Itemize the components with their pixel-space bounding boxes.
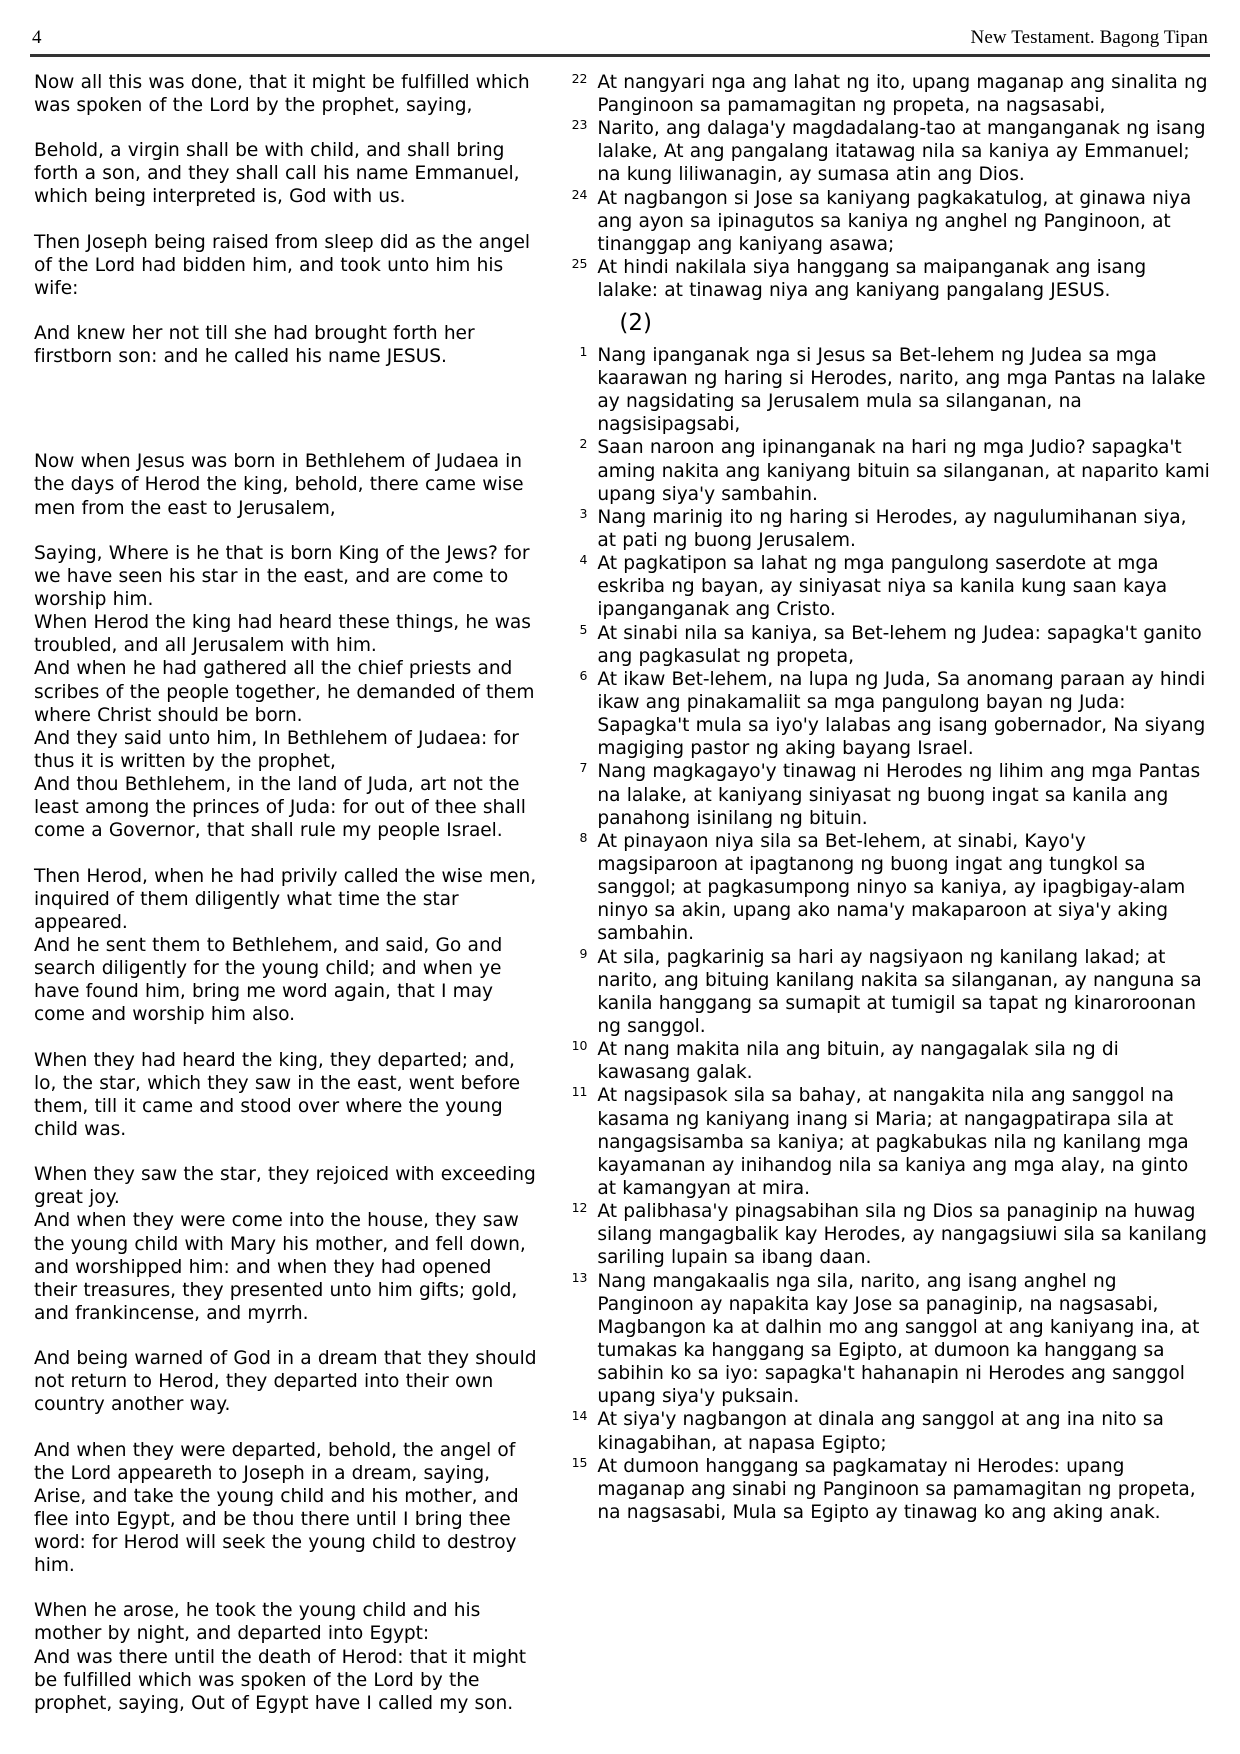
- tagalog-verse: [553, 622, 1210, 668]
- verse-number: 5: [579, 621, 588, 637]
- chapter-marker: (2): [619, 310, 652, 337]
- tagalog-verse: [553, 506, 1210, 552]
- english-paragraph: And thou Bethlehem, in the land of Juda, art not the least among the princes of Juda: for out of thee shall come a Governor, that shall rule my people Israel.: [34, 774, 526, 842]
- verse-text: Nang mangakaalis nga sila, narito, ang isang anghel ng Panginoon ay napakita kay Jose sa panaginip, na nagsasabi, Magbangon ka at dalhin mo ang sanggol at ang kaniyang ina, at tumakas ka hanggang sa Egipto, at dumoon ka hanggang sa sabihin ko sa iyo: sapagka't hahanapin ni Herodes ang sanggol upang siya'y puksain.: [597, 1270, 1200, 1408]
- running-title: New Testament. Bagong Tipan: [970, 27, 1208, 48]
- tagalog-verse: [553, 71, 1210, 117]
- verse-number: 12: [571, 1200, 588, 1216]
- tagalog-verse: [553, 1270, 1210, 1409]
- verse-number: 10: [571, 1038, 588, 1054]
- page-number: 4: [32, 27, 42, 48]
- verse-number: 6: [579, 667, 588, 683]
- verse-number: 1: [579, 343, 588, 359]
- tagalog-verse: [553, 1455, 1210, 1524]
- verse-number: 23: [571, 117, 588, 133]
- verse-number: 9: [579, 945, 588, 961]
- english-paragraph: When Herod the king had heard these things, he was troubled, and all Jerusalem with him.: [34, 612, 531, 657]
- verse-number: 13: [571, 1269, 588, 1285]
- verse-text: Nang magkagayo'y tinawag ni Herodes ng lihim ang mga Pantas na lalake, at kaniyang siniyasat ng buong ingat sa kanila ang panahong isinilang ng bituin.: [597, 761, 1201, 829]
- tagalog-verse: [553, 1408, 1210, 1454]
- tagalog-verse: [553, 1084, 1210, 1200]
- verse-text: At nagbangon si Jose sa kaniyang pagkakatulog, at ginawa niya ang ayon sa ipinagutos sa kaniya ng anghel ng Panginoon, at tinanggap ang kaniyang asawa;: [597, 187, 1192, 255]
- english-paragraph: When they had heard the king, they departed; and, lo, the star, which they saw in the east, went before them, till it came and stood over where the young child was.: [34, 1049, 521, 1140]
- english-paragraph: Saying, Where is he that is born King of the Jews? for we have seen his star in the east, and are come to worship him.: [34, 542, 530, 610]
- verse-text: At nang makita nila ang bituin, ay nangagalak sila ng di kawasang galak.: [597, 1039, 1119, 1084]
- tagalog-verse: [553, 830, 1210, 946]
- chapter-gap-spacer: [34, 368, 539, 420]
- english-paragraph: And when they were come into the house, they saw the young child with Mary his mother, and fell down, and worshipped him: and when they had opened their treasures, they presented unto him gifts; gold, and frankincense, and myrrh.: [34, 1210, 526, 1324]
- english-paragraph: And he sent them to Bethlehem, and said, Go and search diligently for the young child; and when ye have found him, bring me word again, that I may come and worship him also.: [34, 934, 503, 1026]
- verse-text: At sinabi nila sa kaniya, sa Bet-lehem ng Judea: sapagka't ganito ang pagkasulat ng propeta,: [597, 622, 1202, 667]
- verse-number: 7: [579, 760, 588, 776]
- verse-text: At nangyari nga ang lahat ng ito, upang maganap ang sinalita ng Panginoon sa pamamagitan ng propeta, na nagsasabi,: [597, 71, 1208, 117]
- verse-number: 15: [571, 1454, 588, 1470]
- tagalog-verse: [553, 668, 1210, 761]
- tagalog-verse: [553, 436, 1210, 505]
- tagalog-verse: [553, 946, 1210, 1039]
- verse-number: 24: [571, 186, 588, 202]
- english-paragraph: Then Herod, when he had privily called the wise men, inquired of them diligently what time the star appeared.: [34, 865, 537, 933]
- english-paragraph: Then Joseph being raised from sleep did as the angel of the Lord had bidden him, and took unto him his wife:: [34, 231, 531, 299]
- tagalog-verse: [553, 552, 1210, 621]
- verse-text: At sila, pagkarinig sa hari ay nagsiyaon ng kanilang lakad; at narito, ang bituing kanilang nakita sa silanganan, ay nanguna sa kanila hanggang sa sumapit at tumigil sa tapat ng kinaroroonan ng sanggol.: [597, 946, 1202, 1037]
- verse-text: At siya'y nagbangon at dinala ang sanggol at ang ina nito sa kinagabihan, at napasa Egipto;: [597, 1409, 1164, 1454]
- english-paragraph: When they saw the star, they rejoiced with exceeding great joy.: [34, 1164, 536, 1209]
- tagalog-verse: [553, 187, 1210, 256]
- verse-text: At dumoon hanggang sa pagkamatay ni Herodes: upang maganap ang sinabi ng Panginoon sa pamamagitan ng propeta, na nagsasabi, Mula sa Egipto ay tinawag ko ang aking anak.: [597, 1455, 1196, 1523]
- verse-text: At palibhasa'y pinagsabihan sila ng Dios sa panaginip na huwag silang mangagbalik kay Herodes, ay nangagsiuwi sila sa kanilang sariling lupain sa ibang daan.: [597, 1201, 1207, 1269]
- running-head: [30, 28, 1210, 53]
- english-paragraph: And they said unto him, In Bethlehem of Judaea: for thus it is written by the prophet,: [34, 727, 519, 772]
- tagalog-verse: [553, 760, 1210, 829]
- verse-number: 25: [571, 256, 588, 272]
- verse-text: Narito, ang dalaga'y magdadalang-tao at manganganak ng isang lalake, At ang pangalang itatawag nila sa kaniya ay Emmanuel; na kung liliwanagin, ay sumasa atin ang Dios.: [597, 118, 1206, 186]
- header-rule: [30, 54, 1210, 57]
- verse-number: 22: [571, 70, 588, 86]
- tagalog-verse: [553, 344, 1210, 437]
- verse-text: At hindi nakilala siya hanggang sa maipanganak ang isang lalake: at tinawag niya ang kaniyang pangalang JESUS.: [597, 257, 1147, 302]
- tagalog-verse: [553, 1038, 1210, 1084]
- tagalog-verse: [553, 117, 1210, 186]
- two-column-body: [30, 71, 1210, 1715]
- verse-text: At ikaw Bet-lehem, na lupa ng Juda, Sa anomang paraan ay hindi ikaw ang pinakamaliit sa mga pangulong bayan ng Juda: Sapagka't mula sa iyo'y lalabas ang isang gobernador, Na siyang magiging pastor ng aking bayang Israel.: [597, 668, 1206, 760]
- english-paragraph: And was there until the death of Herod: that it might be fulfilled which was spoken of the Lord by the prophet, saying, Out of Egypt have I called my son.: [34, 1646, 527, 1714]
- english-paragraph: Behold, a virgin shall be with child, and shall bring forth a son, and they shall call his name Emmanuel, which being interpreted is, God with us.: [34, 140, 520, 208]
- english-paragraph: When he arose, he took the young child and his mother by night, and departed into Egypt:: [34, 1600, 481, 1645]
- english-paragraph: Now all this was done, that it might be fulfilled which was spoken of the Lord by the prophet, saying,: [34, 71, 530, 117]
- verse-number: 4: [579, 552, 588, 568]
- verse-text: Saan naroon ang ipinanganak na hari ng mga Judio? sapagka't aming nakita ang kaniyang bituin sa silanganan, at naparito kami upang siya'y sambahin.: [597, 437, 1210, 505]
- tagalog-verse-list-chapter-1: [553, 71, 1210, 302]
- english-paragraph: And when he had gathered all the chief priests and scribes of the people together, he demanded of them where Christ should be born.: [34, 658, 535, 726]
- verse-text: Nang ipanganak nga si Jesus sa Bet-lehem ng Judea sa mga kaarawan ng haring si Herodes, narito, ang mga Pantas na lalake ay nagsidating sa Jerusalem mula sa silanganan, na nagsisipagsabi,: [597, 344, 1206, 436]
- english-paragraph: Now when Jesus was born in Bethlehem of Judaea in the days of Herod the king, behold, there came wise men from the east to Jerusalem,: [34, 451, 524, 519]
- english-paragraph: And knew her not till she had brought forth her firstborn son: and he called his name JESUS.: [34, 323, 475, 368]
- verse-text: At pagkatipon sa lahat ng mga pangulong saserdote at mga eskriba ng bayan, ay siniyasat niya sa kanila kung saan kaya ipanganganak ang Cristo.: [597, 553, 1168, 621]
- verse-number: 14: [571, 1408, 588, 1424]
- verse-number: 3: [579, 505, 588, 521]
- english-paragraph-list: [34, 71, 539, 1715]
- english-paragraph: And when they were departed, behold, the angel of the Lord appeareth to Joseph in a dream, saying, Arise, and take the young child and his mother, and flee into Egypt, and be thou there until I bring thee word: for Herod will seek the young child to destroy him.: [34, 1439, 519, 1577]
- verse-number: 2: [579, 436, 588, 452]
- column-tagalog: [553, 71, 1210, 1524]
- english-paragraph: And being warned of God in a dream that they should not return to Herod, they departed into their own country another way.: [34, 1348, 537, 1416]
- tagalog-verse: [553, 1200, 1210, 1269]
- tagalog-verse: [553, 256, 1210, 302]
- column-english: [30, 71, 539, 1715]
- tagalog-verse-list-chapter-2: [553, 344, 1210, 1524]
- verse-number: 11: [571, 1084, 588, 1100]
- verse-text: Nang marinig ito ng haring si Herodes, ay nagulumihanan siya, at pati ng buong Jerusalem.: [597, 506, 1187, 552]
- verse-text: At pinayaon niya sila sa Bet-lehem, at sinabi, Kayo'y magsiparoon at ipagtanong ng buong ingat ang tungkol sa sanggol; at pagkasumpong ninyo sa kaniya, ay ipagbigay-alam ninyo sa akin, upang ako nama'y makaparoon at siya'y aking sambahin.: [597, 830, 1186, 945]
- verse-text: At nagsipasok sila sa bahay, at nangakita nila ang sanggol na kasama ng kaniyang inang si Maria; at nangagpatirapa sila at nangagsisamba sa kaniya; at pagkabukas nila ng kanilang mga kayamanan ay inihandog nila sa kaniya ang mga alay, na ginto at kamangyan at mira.: [597, 1085, 1189, 1199]
- verse-number: 8: [579, 829, 588, 845]
